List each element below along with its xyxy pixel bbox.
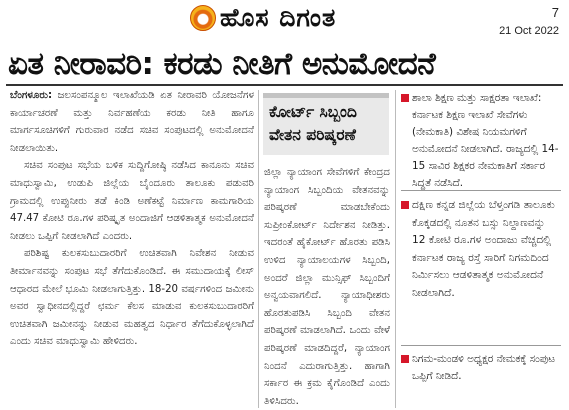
article-headline: ಏತ ನೀರಾವರಿ: ಕರಡು ನೀತಿಗೆ ಅನುಮೋದನೆ (8, 46, 436, 82)
column-divider (395, 90, 396, 408)
newspaper-logo[interactable] (190, 4, 336, 32)
story-paragraph: ಜಿಲ್ಲಾ ನ್ಯಾಯಾಂಗ ಸೇವೆಗಳಿಗೆ ಕೇಂದ್ರದ ನ್ಯಾಯಾಂಗ ಸಿಬ್ಬಂದಿಯ ವೇತನವನ್ನು ಪರಿಷ್ಕರಣೆ ಮಾಡಬೇಕೆಂದು ಸುಪ್ರೀಂಕೋರ್ಟ್ ನಿರ್ದೇಶನ ನೀಡಿತ್ತು. ಇದರಂತೆ ಹೈಕೋರ್ಟ್ ಹೊರತು ಪಡಿಸಿ ಉಳಿದ ನ್ಯಾಯಾಲಯಗಳ ಸಿಬ್ಬಂದಿ, ಅಂದರೆ ಜಿಲ್ಲಾ ಮುನ್ಸಿಫ್ ಸಿಬ್ಬಂದಿಗೆ ಅನ್ವಯವಾಗಲಿದೆ. ನ್ಯಾಯಾಧೀಶರು ಹೊರತುಪಡಿಸಿ ಸಿಬ್ಬಂದಿ ವೇತನ ಪರಿಷ್ಕರಣೆ ಮಾಡಲಾಗಿದೆ. ಒಂದು ವೇಳೆ ಪರಿಷ್ಕರಣೆ ಮಾಡದಿದ್ದರೆ, ನ್ಯಾಯಾಂಗ ನಿಂದನೆ ಎದುರಾಗುತ್ತಿತ್ತು. ಹಾಗಾಗಿ ಸರ್ಕಾರ ಈ ಕ್ರಮ ಕೈಗೊಂಡಿದೆ ಎಂದು ತಿಳಿಸಿದರು. (264, 167, 390, 407)
story-paragraph: ಪರಿಶಿಷ್ಟ ಕುಲಕಸುಬುದಾರರಿಗೆ ಉಚಿತವಾಗಿ ನಿವೇಶನ ನೀಡುವ ತೀರ್ಮಾನವನ್ನು ಸಂಪುಟ ಸಭೆ ತೆಗೆದುಕೊಂಡಿದೆ. ಈ ಸಮುದಾಯಕ್ಕೆ ಲೀಸ್ ಆಧಾರದ ಮೇಲೆ ಭೂಮಿ ನೀಡಲಾಗುತ್ತಿತ್ತು. 18-20 ವರ್ಷಗಳಿಂದ ಜಮೀನು ಅವರ ಸ್ವಾಧೀನದಲ್ಲಿದ್ದರೆ ಛರ್ಮ ಕೆಲಸ ಮಾಡುವ ಕುಲಕಸುಬುದಾರರಿಗೆ ಉಚಿತವಾಗಿ ಜಮೀನನ್ನು ನೀಡುವ ಮಹತ್ವದ ನಿರ್ಧಾರ ತೆಗೆದುಕೊಳ್ಳಲಾಗಿದೆ ಎಂದು ಸಚಿವ ಮಾಧುಸ್ವಾಮಿ ಹೇಳಿದರು. (10, 248, 254, 348)
main-story (10, 87, 254, 409)
red-bullet-icon (401, 201, 409, 209)
brief-divider (401, 345, 561, 346)
red-bullet-icon (401, 94, 409, 102)
story-paragraph (10, 87, 254, 157)
brief-item (401, 351, 561, 385)
column-divider (258, 90, 259, 408)
dateline: ಬೆಂಗಳೂರು: (10, 90, 53, 101)
sun-logo-icon (190, 5, 216, 31)
story-text: ಜಲಸಂಪನ್ಮೂಲ ಇಲಾಖೆಯಡಿ ಏತ ನೀರಾವರಿ ಯೋಜನೆಗಳ ಕಾರ್ಯಾಚರಣೆ ಮತ್ತು ನಿರ್ವಹಣೆಯ ಕರಡು ನೀತಿ ಹಾಗೂ ಮಾರ್ಗಸೂಚಿಗಳಿಗೆ ಗುರುವಾರ ನಡೆದ ಸಚಿವ ಸಂಪುಟದಲ್ಲಿ ಅನುಮೋದನೆ ನೀಡಲಾಯಿತು. (10, 90, 254, 154)
brief-text: ಶಾಲಾ ಶಿಕ್ಷಣ ಮತ್ತು ಸಾಕ್ಷರತಾ ಇಲಾಖೆ: ಕರ್ನಾಟಕ ಶಿಕ್ಷಣ ಇಲಾಖೆ ಸೇವೆಗಳು (ನೇಮಕಾತಿ) ವಿಶೇಷ ನಿಯಮಗಳಿಗೆ ಅನುಮೋದನೆ ನೀಡಲಾಗಿದೆ. ರಾಜ್ಯದಲ್ಲಿ 14-15 ಸಾವಿರ ಶಿಕ್ಷಕರ ನೇಮಕಾತಿಗೆ ಸರ್ಕಾರ ಸಿದ್ಧತೆ ನಡೆಸಿದೆ. (412, 92, 559, 189)
brief-divider (401, 190, 561, 191)
newspaper-name: ಹೊಸ ದಿಗಂತ (220, 3, 337, 32)
page-number: 7 (551, 5, 559, 20)
masthead (0, 0, 569, 36)
side-story (264, 164, 390, 409)
red-bullet-icon (401, 355, 409, 363)
headline-divider (6, 84, 563, 86)
box-top-rule (263, 93, 389, 98)
issue-date: 21 Oct 2022 (499, 25, 559, 37)
side-story-title-box (263, 93, 389, 155)
story-paragraph: ಸಚಿವ ಸಂಪುಟ ಸಭೆಯ ಬಳಿಕ ಸುದ್ದಿಗೋಷ್ಠಿ ನಡೆಸಿದ ಕಾನೂನು ಸಚಿವ ಮಾಧುಸ್ವಾಮಿ, ಉಡುಪಿ ಜಿಲ್ಲೆಯ ಬೈಂದೂರು ತಾಲೂಕು ಪಡುವರಿ ಗ್ರಾಮದಲ್ಲಿ ಉಪ್ಪುನೀರು ತಡೆ ಕಿಂಡಿ ಅಣೆಕಟ್ಟೆ ನಿರ್ಮಾಣ ಕಾಮಗಾರಿಯ 47.47 ಕೋಟಿ ರೂ.ಗಳ ಪರಿಷ್ಕೃತ ಅಂದಾಜಿಗೆ ಆಡಳಿತಾತ್ಮಕ ಅನುಮೋದನೆ ನೀಡಲು ಒಪ್ಪಿಗೆ ನೀಡಲಾಗಿದೆ ಎಂದರು. (10, 160, 254, 242)
brief-text: ದಕ್ಷಿಣ ಕನ್ನಡ ಜಿಲ್ಲೆಯ ಬೆಳ್ತಂಗಡಿ ತಾಲೂಕು ಕೊಕ್ಕಡದಲ್ಲಿ ನೂತನ ಬಸ್ಸು ನಿಲ್ದಾಣವನ್ನು 12 ಕೋಟಿ ರೂ.ಗಳ ಅಂದಾಜು ವೆಚ್ಚದಲ್ಲಿ ಕರ್ನಾಟಕ ರಾಜ್ಯ ರಸ್ತೆ ಸಾರಿಗೆ ನಿಗಮದಿಂದ ನಿರ್ಮಿಸಲು ಆಡಳಿತಾತ್ಮಕ ಅನುಮೋದನೆ ನೀಡಲಾಗಿದೆ. (412, 199, 555, 299)
brief-text: ನಿಗಮ-ಮಂಡಳಿ ಅಧ್ಯಕ್ಷರ ನೇಮಕಕ್ಕೆ ಸಂಪುಟ ಒಪ್ಪಿಗೆ ನೀಡಿದೆ. (412, 353, 556, 382)
brief-item (401, 197, 561, 303)
side-story-title: ಕೋರ್ಟ್ ಸಿಬ್ಬಂದಿ ವೇತನ ಪರಿಷ್ಕರಣೆ (269, 103, 357, 144)
brief-item (401, 90, 561, 192)
